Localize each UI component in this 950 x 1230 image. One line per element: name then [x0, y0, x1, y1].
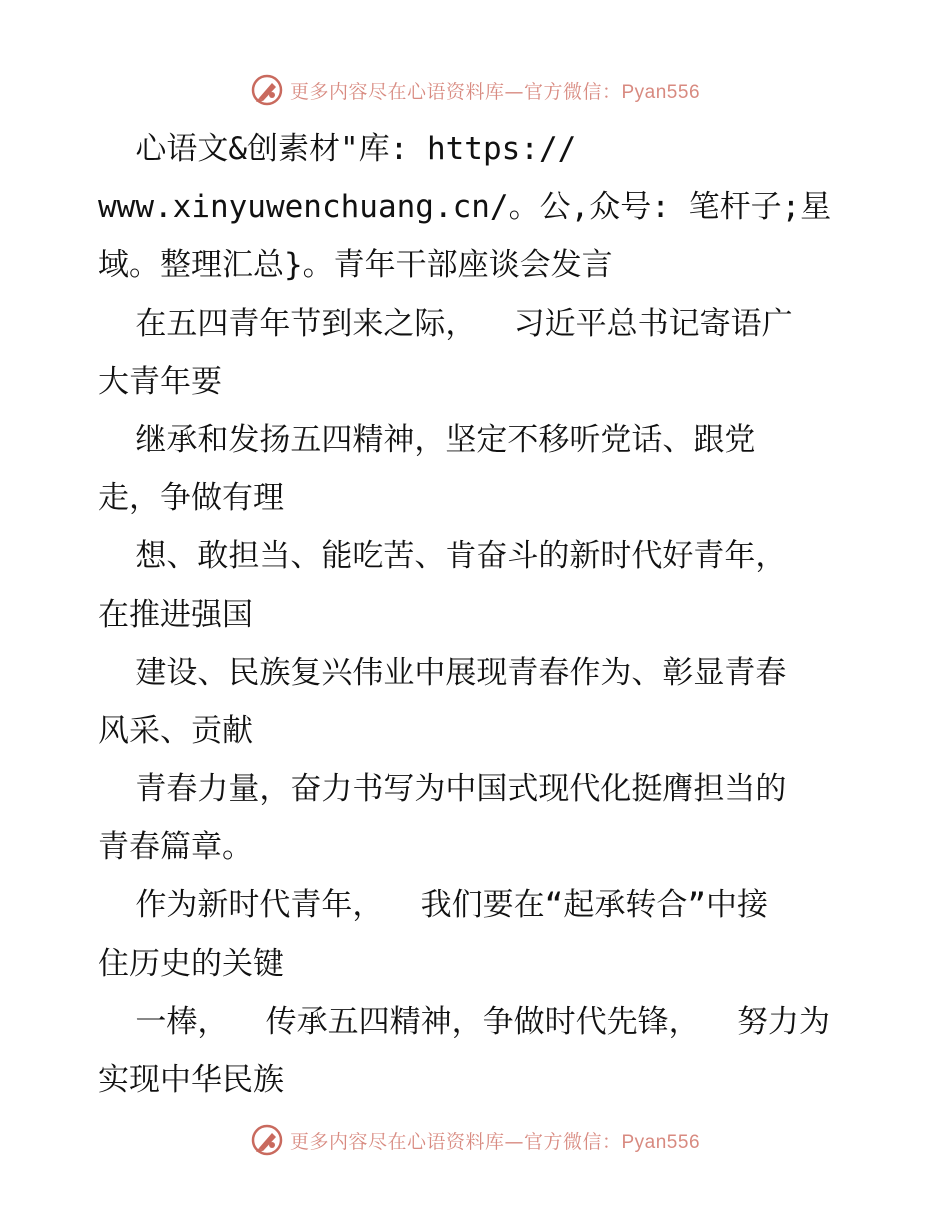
header-watermark	[0, 70, 950, 110]
body-line: 作为新时代青年， 我们要在“起承转合”中接	[98, 887, 768, 924]
pen-logo-icon	[250, 73, 284, 107]
body-line: 域。整理汇总}。青年干部座谈会发言	[98, 247, 613, 284]
document-body	[98, 120, 878, 1109]
body-line: 青春力量，奋力书写为中国式现代化挺膺担当的	[98, 771, 787, 808]
body-line: 大青年要	[98, 363, 222, 400]
body-line: www.xinyuwenchuang.cn/。公,众号: 笔杆子;星	[98, 189, 832, 226]
pen-logo-icon	[250, 1123, 284, 1157]
footer-watermark	[0, 1120, 950, 1160]
body-line: 继承和发扬五四精神，坚定不移听党话、跟党	[98, 421, 756, 458]
body-line: 走，争做有理	[98, 480, 284, 517]
body-line: 风采、贡献	[98, 712, 253, 749]
watermark-wechat-id: Pyan556	[621, 81, 701, 103]
watermark-text: 更多内容尽在心语资料库—官方微信：Pyan556	[289, 1130, 701, 1153]
body-line: 一棒， 传承五四精神，争做时代先锋， 努力为	[98, 1003, 830, 1040]
body-line: 在五四青年节到来之际， 习近平总书记寄语广	[98, 305, 793, 342]
body-line: 住历史的关键	[98, 945, 284, 982]
body-line: 心语文&创素材"库: https://	[98, 131, 577, 167]
body-line: 在推进强国	[98, 596, 253, 633]
body-line: 实现中华民族	[98, 1062, 284, 1098]
body-line: 建设、民族复兴伟业中展现青春作为、彰显青春	[98, 654, 787, 691]
body-line: 青春篇章。	[98, 829, 253, 866]
watermark-wechat-id: Pyan556	[621, 1131, 701, 1153]
watermark-text: 更多内容尽在心语资料库—官方微信：Pyan556	[289, 80, 701, 103]
body-line: 想、敢担当、能吃苦、肯奋斗的新时代好青年，	[98, 538, 787, 575]
